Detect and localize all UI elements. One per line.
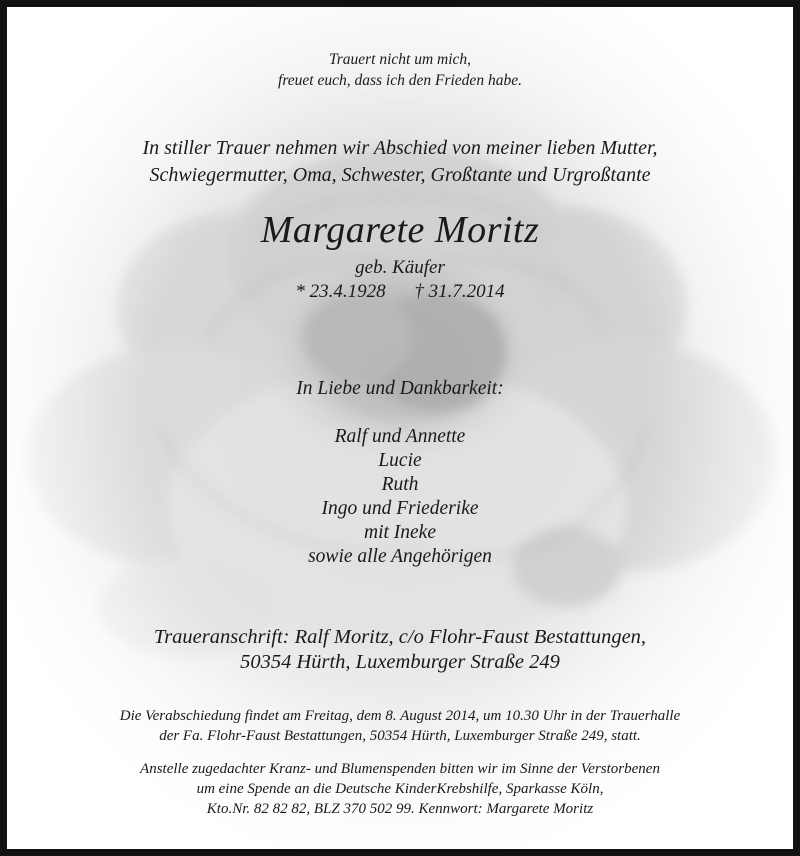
motto-quote (7, 49, 793, 91)
thanks-heading: In Liebe und Dankbarkeit: (296, 378, 504, 399)
mourner-name: Lucie (378, 450, 422, 471)
death-date: † 31.7.2014 (414, 281, 505, 302)
service-line: Die Verabschiedung findet am Freitag, dem 8. August 2014, um 10.30 Uhr in der Trauerhalle (119, 708, 681, 724)
donation-request (7, 759, 793, 819)
intro-line: Schwiegermutter, Oma, Schwester, Großtante und Urgroßtante (149, 164, 651, 186)
birth-date: * 23.4.1928 (295, 281, 386, 302)
motto-line: Trauert nicht um mich, (328, 51, 472, 68)
motto-line: freuet euch, dass ich den Frieden habe. (278, 72, 522, 89)
mourner-name: sowie alle Angehörigen (308, 546, 492, 567)
condolence-address (7, 625, 793, 675)
birth-name: geb. Käufer (355, 257, 445, 278)
address-line: Traueranschrift: Ralf Moritz, c/o Flohr-Faust Bestattungen, (153, 626, 647, 648)
mourner-name: Ruth (381, 474, 419, 495)
address-line: 50354 Hürth, Luxemburger Straße 249 (240, 651, 560, 673)
mourner-name: Ingo und Friederike (321, 498, 479, 519)
intro-line: In stiller Trauer nehmen wir Abschied von meiner lieben Mutter, (142, 137, 658, 159)
mourners-list (7, 425, 793, 569)
service-line: der Fa. Flohr-Faust Bestattungen, 50354 Hürth, Luxemburger Straße 249, statt. (159, 728, 641, 744)
deceased-name: Margarete Moritz (260, 209, 540, 251)
donation-line: um eine Spende an die Deutsche KinderKrebshilfe, Sparkasse Köln, (196, 781, 604, 797)
farewell-intro (7, 135, 793, 189)
life-dates (7, 280, 793, 304)
donation-line: Anstelle zugedachter Kranz- und Blumenspenden bitten wir im Sinne der Verstorbenen (140, 761, 660, 777)
mourner-name: Ralf und Annette (334, 426, 466, 447)
donation-line: Kto.Nr. 82 82 82, BLZ 370 502 99. Kennwort: Margarete Moritz (206, 801, 594, 817)
service-details (7, 706, 793, 746)
mourner-name: mit Ineke (363, 522, 436, 543)
